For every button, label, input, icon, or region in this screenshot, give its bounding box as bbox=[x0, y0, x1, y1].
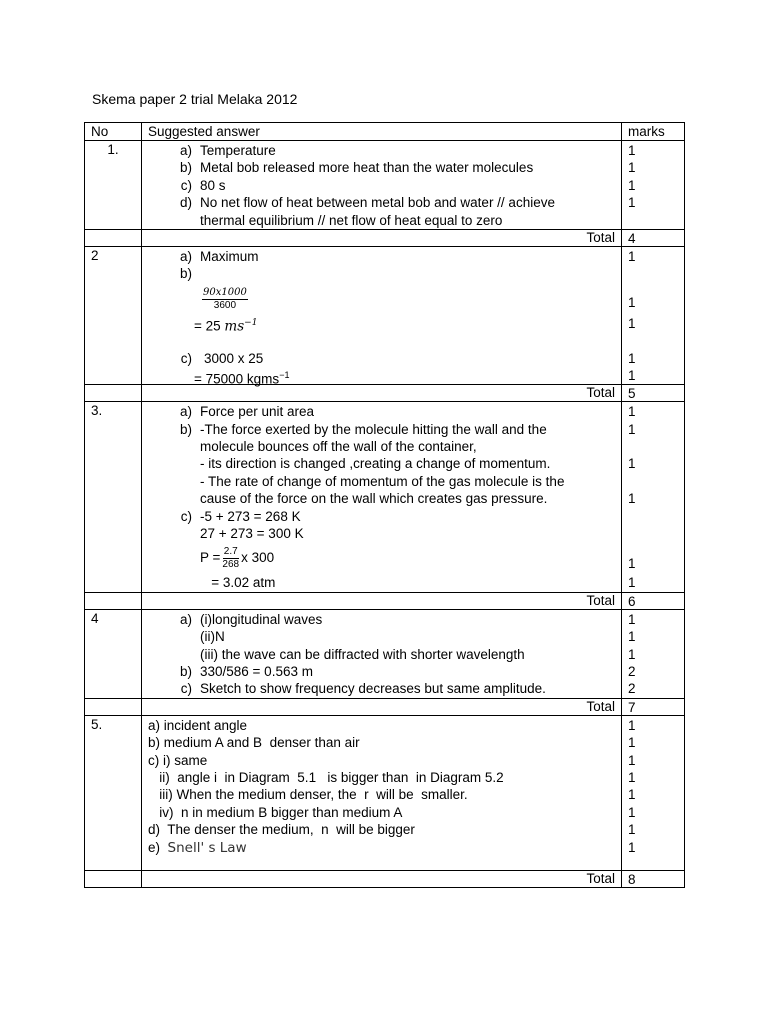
question-5-total-row: Total 8 bbox=[85, 870, 685, 887]
question-2-row bbox=[85, 246, 685, 384]
question-1-total-row bbox=[85, 229, 685, 246]
answer-line: thermal equilibrium // net flow of heat equal to zero bbox=[200, 212, 503, 228]
question-3-marks: 1 1 1 1 1 1 bbox=[622, 402, 685, 593]
question-4-marks: 1 1 1 2 2 bbox=[622, 609, 685, 698]
question-4-total-row: Total 7 bbox=[85, 698, 685, 715]
question-4-number: 4 bbox=[85, 609, 142, 698]
question-2-total: 5 bbox=[622, 385, 685, 402]
answer-line: b) Metal bob released more heat than the water molecules bbox=[179, 160, 534, 176]
question-4-row bbox=[85, 609, 685, 698]
fraction: $\frac{90x1000}{3600}$ bbox=[203, 286, 247, 311]
answer-line: c) 80 s bbox=[180, 177, 226, 193]
question-1-number: 1. bbox=[85, 141, 142, 230]
question-5-marks: 1 1 1 1 1 1 1 1 bbox=[622, 715, 685, 870]
header-marks: marks bbox=[622, 123, 685, 141]
question-4-total: 7 bbox=[622, 698, 685, 715]
answer-scheme-table bbox=[84, 122, 685, 888]
question-1-row bbox=[85, 141, 685, 230]
question-3-number: 3. bbox=[85, 402, 142, 593]
answer-line: a) Temperature bbox=[179, 143, 276, 158]
question-5-number: 5. bbox=[85, 715, 142, 870]
question-5-answer: a) incident angle b) medium A and B denser than air c) i) same ii) angle i in Diagram 5.1 is bigger than in Diagram 5.2 iii) When the medium denser, the r will be smaller. iv) n in medium B bigger than medium A d) The denser the medium, n will be bigger e) Snell' s Law bbox=[142, 715, 622, 870]
question-1-total: 4 bbox=[622, 229, 685, 246]
fraction: $\frac{2.7}{268}$ bbox=[222, 546, 240, 571]
question-4-answer: a) (i)longitudinal waves (ii)N (iii) the wave can be diffracted with shorter wavelength b) 330/586 = 0.563 m c) Sketch to show frequency decreases but same amplitude. bbox=[142, 609, 622, 698]
fraction-line bbox=[148, 283, 615, 315]
question-2-marks: 1 1 1 1 1 bbox=[622, 246, 685, 384]
question-5-row bbox=[85, 715, 685, 870]
question-5-total: 8 bbox=[622, 870, 685, 887]
question-3-row bbox=[85, 402, 685, 593]
total-label: Total bbox=[142, 229, 622, 246]
question-3-total-row: Total 6 bbox=[85, 592, 685, 609]
header-no: No bbox=[85, 123, 142, 141]
header-answer: Suggested answer bbox=[142, 123, 622, 141]
question-2-total-row: Total 5 bbox=[85, 385, 685, 402]
question-1-marks: 1 1 1 1 bbox=[622, 141, 685, 230]
answer-line: d) No net flow of heat between metal bob and water // achieve bbox=[179, 195, 555, 211]
question-3-answer: a) Force per unit area b) -The force exerted by the molecule hitting the wall and the molecule bounces off the wall of the container, - its direction is changed ,creating a change of momentum. - The rate of change of momentum of the gas molecule is the cause of the force on the wall which creates gas pressure. c) -5 + 273 = 268 K 27 + 273 = 300 K P = $\frac{2.7}{268}$ x 300 = 3.02 atm bbox=[142, 402, 622, 593]
question-3-total: 6 bbox=[622, 592, 685, 609]
question-2-number: 2 bbox=[85, 246, 142, 384]
document-title: Skema paper 2 trial Melaka 2012 bbox=[92, 91, 298, 107]
question-1-answer bbox=[142, 141, 622, 230]
table-header-row bbox=[85, 123, 685, 141]
pressure-equation: P = $\frac{2.7}{268}$ x 300 bbox=[200, 546, 275, 571]
question-2-answer: a) Maximum b) $\frac{90x1000}{3600}$ = 25 $ms^{-1}$ c) 3000 x 25 = 75000 kgms$^{-1}$ bbox=[142, 246, 622, 384]
